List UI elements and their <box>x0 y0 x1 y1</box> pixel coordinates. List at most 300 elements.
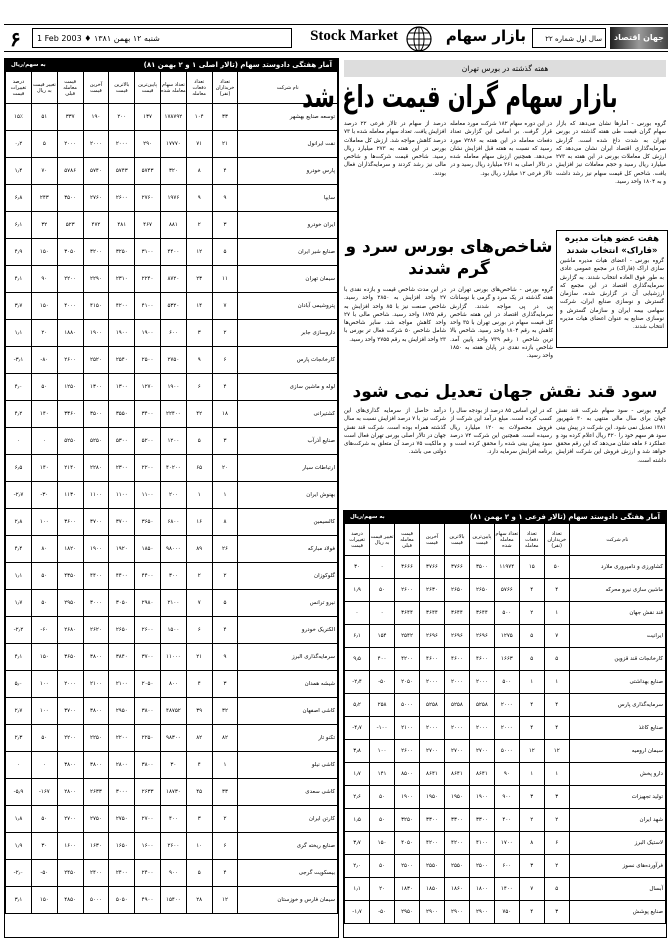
value-cell: ۱۸۸۰ <box>57 320 83 347</box>
value-cell: ۲۵۴۰ <box>109 347 135 374</box>
value-cell: ۴۱۰۰ <box>469 832 494 855</box>
value-cell: ۳٫۷ <box>6 293 32 320</box>
value-cell: ۱۰ <box>186 833 212 860</box>
value-cell: ۲۰۰ <box>109 104 135 131</box>
section-title-fa: بازار سهام <box>445 27 526 45</box>
value-cell: ۶۰۰ <box>160 320 186 347</box>
value-cell: ۴٫۲ <box>6 401 32 428</box>
value-cell: ۱۰۰ <box>370 740 395 763</box>
value-cell: ۵۰ <box>544 556 569 579</box>
value-cell: ۵۱ <box>31 104 57 131</box>
value-cell: ۳ <box>186 320 212 347</box>
value-cell: ۱۶۳۰ <box>83 833 109 860</box>
value-cell: ۴ <box>212 860 238 887</box>
value-cell: ۳۷۰۰ <box>135 644 161 671</box>
value-cell: ۱٫۱ <box>345 878 370 901</box>
value-cell: ۵۰ <box>31 590 57 617</box>
table-row <box>6 671 338 698</box>
value-cell: ۴۶۰۰ <box>444 648 469 671</box>
company-name-cell: صنایع بهداشتی <box>569 671 665 694</box>
value-cell: ۴۳۵۰ <box>57 563 83 590</box>
value-cell: ۱۱۰۰ <box>135 482 161 509</box>
value-cell: ۳ <box>519 855 544 878</box>
value-cell: ۰ <box>370 602 395 625</box>
value-cell: ۶٫۱ <box>345 625 370 648</box>
value-cell: ۰٫۲ <box>6 131 32 158</box>
value-cell: ۱۱۰۰۰ <box>160 644 186 671</box>
value-cell: ۱٫۴ <box>6 158 32 185</box>
value-cell: ۳۸۴۰ <box>109 644 135 671</box>
value-cell: ۰ <box>370 556 395 579</box>
value-cell: ۲۷۵۰ <box>83 806 109 833</box>
value-cell: ۶ <box>212 347 238 374</box>
value-cell: ۲۲۰۰ <box>57 266 83 293</box>
table-row <box>6 860 338 887</box>
value-cell: ۴۴۰۰ <box>109 563 135 590</box>
value-cell: ۳۸۰۰ <box>135 752 161 779</box>
value-cell: ۵۰۰۰ <box>83 887 109 914</box>
value-cell: ۲۶۰۰ <box>395 740 420 763</box>
value-cell: ۲۶ <box>212 536 238 563</box>
value-cell: ۲۹۵۰ <box>109 698 135 725</box>
value-cell: ۲۹۰ <box>135 131 161 158</box>
value-cell: ۱۵٪ <box>6 104 32 131</box>
value-cell: ۲٫۳ <box>6 725 32 752</box>
value-cell: ۸۰۰ <box>160 671 186 698</box>
value-cell: ۵۰۰۰ <box>494 740 519 763</box>
value-cell: ۴ <box>544 717 569 740</box>
value-cell: ۱٫۷ <box>6 590 32 617</box>
value-cell: ۲۷۰۰ <box>419 740 444 763</box>
value-cell: ۸۵۰۰ <box>395 763 420 786</box>
value-cell: ۱ <box>212 752 238 779</box>
column-header: قیمت معامله قبلی <box>57 72 83 104</box>
value-cell: ۱٫۱ <box>6 320 32 347</box>
value-cell: ۱۶۰۰ <box>135 833 161 860</box>
value-cell: ۲۹۸۰ <box>135 590 161 617</box>
value-cell: ۲۵۰۰ <box>395 855 420 878</box>
value-cell: ۳۸۰۰ <box>83 698 109 725</box>
value-cell: ۱٫۹ <box>6 833 32 860</box>
value-cell: ۵ <box>186 860 212 887</box>
value-cell: ۲۰۰۰ <box>494 694 519 717</box>
value-cell: ۲۱ <box>212 131 238 158</box>
value-cell: ۵۷۴۰ <box>83 158 109 185</box>
value-cell: ۸ <box>212 509 238 536</box>
column-header: بالاترین قیمت <box>444 524 469 556</box>
value-cell: ۵۲۵۰ <box>57 428 83 455</box>
column-header: تعداد سهام معامله شده <box>160 72 186 104</box>
value-cell: ۴ <box>544 694 569 717</box>
table-row <box>6 806 338 833</box>
value-cell: ۲۷۶۰ <box>83 185 109 212</box>
table-row <box>345 694 666 717</box>
second-headline: شاخص‌های بورس سرد و گرم شدند <box>345 237 553 279</box>
value-cell: ۴۷۲ <box>83 212 109 239</box>
value-cell: ۳۸۰۰ <box>83 752 109 779</box>
value-cell: ۹۸۳۰۰ <box>160 725 186 752</box>
value-cell: ۴ <box>186 752 212 779</box>
value-cell: ۲۵۲۰ <box>83 347 109 374</box>
value-cell: ۶ <box>212 833 238 860</box>
value-cell: ۲۶۳۰ <box>419 579 444 602</box>
value-cell: ۱٫۷ <box>345 763 370 786</box>
column-header: تعداد دفعات معامله <box>186 72 212 104</box>
value-cell: ۵۰ <box>31 374 57 401</box>
value-cell: ۴ <box>186 671 212 698</box>
value-cell: ۱۵۰ <box>31 644 57 671</box>
value-cell: ۳ <box>519 786 544 809</box>
value-cell: ۱۸۵۰ <box>135 536 161 563</box>
table-row <box>6 158 338 185</box>
value-cell: ۲۱۰۰ <box>395 717 420 740</box>
value-cell: ۱۸۲۰ <box>57 536 83 563</box>
value-cell: ۳۲۵۰ <box>109 239 135 266</box>
column-header: بالاترین قیمت <box>109 72 135 104</box>
value-cell: ۱۴۰۰ <box>494 878 519 901</box>
value-cell: ۱۵۰۰ <box>160 617 186 644</box>
value-cell: ۱ <box>519 671 544 694</box>
value-cell: ۱۷۰۰ <box>494 832 519 855</box>
company-name-cell: سایپا <box>238 185 338 212</box>
value-cell: ۱۱۳۰ <box>57 482 83 509</box>
table-row <box>6 590 338 617</box>
value-cell: ۴۸۱ <box>109 212 135 239</box>
value-cell: ۴۴۰۰ <box>83 563 109 590</box>
second-article-col-1: گروه بورس - شاخص‌های بورس تهران در هفته گذشته در یک سرد و گرمی با نوسانات پی در پی مواجه شدند. گزارش سرمایه‌گذاری اقتصاد در این هفته شاخص کل قیمت سهام در بورس تهران با ۳۵ واحد کاهش به رقم ۱۸۰۴ واحد رسید. شاخص بالا ترین شاخص ۱ رقم ۷۳۹ واحد پایین آمد. شاخص بازده نقدی در پایان هفته به ۱۸۵۰ واحد رسید. <box>450 287 553 360</box>
value-cell: ۱۲۷۰ <box>135 374 161 401</box>
value-cell: ۳۰۰ <box>160 563 186 590</box>
value-cell: ۳۰ <box>160 752 186 779</box>
company-name-cell: ماشین سازی نیرو محرکه <box>569 579 665 602</box>
value-cell: ۶۸۰۰ <box>160 509 186 536</box>
value-cell: ۳۲۰۰ <box>83 239 109 266</box>
company-name-cell: توسعه صنایع بهشهر <box>238 104 338 131</box>
value-cell: ۱۰۰ <box>31 509 57 536</box>
column-header: درصد تغییرات قیمت <box>345 524 370 556</box>
value-cell: ۴۰۰۰ <box>57 293 83 320</box>
value-cell: ۱۹۰۰ <box>160 374 186 401</box>
value-cell: ۲۶۳۳ <box>83 779 109 806</box>
table-row <box>6 698 338 725</box>
company-name-cell: تولید تجهیزات <box>569 786 665 809</box>
table-row <box>345 556 666 579</box>
value-cell: ۱۶۶۳ <box>494 648 519 671</box>
value-cell: ۸۰ <box>31 536 57 563</box>
value-cell: ۷۰ <box>31 158 57 185</box>
value-cell: ۲٫۸ <box>6 509 32 536</box>
value-cell: ۳۳۷ <box>57 104 83 131</box>
value-cell: ۱۸۰۰ <box>469 878 494 901</box>
value-cell: ۹ <box>186 185 212 212</box>
value-cell: ۲۵۸ <box>370 694 395 717</box>
value-cell: ۱۷۸۷۹۲ <box>160 104 186 131</box>
value-cell: ۱۵ <box>519 556 544 579</box>
value-cell: ۱۰۴ <box>186 104 212 131</box>
third-headline: سود قند نقش جهان تعدیل نمی شود <box>352 382 658 402</box>
value-cell: ۲ <box>519 602 544 625</box>
value-cell: ۴۰۰ <box>160 806 186 833</box>
main-article-col-2: در این دوره سهام ۱۸۲ شرکت مورد معامله قرار گرفت. بر اساس این گزارش تعداد دفعات معامله در این هفته به ۷۲۸۶ مورد رسید که نسبت به هفته قبل افزایش نشان می‌دهد. همچنین ارزش سهام معامله شده در تالار اصلی به ۲۶۱ میلیارد ریال رسید و در تالار فرعی ۱۲ میلیارد ریال بود. <box>450 121 552 177</box>
value-cell: ۵۰ <box>370 855 395 878</box>
value-cell: ۲٫۷ <box>6 698 32 725</box>
value-cell: ۸ <box>519 832 544 855</box>
company-name-cell: ارتباطات سیار <box>238 455 338 482</box>
value-cell: ۱۵۰ <box>31 887 57 914</box>
value-cell: ۳ <box>544 786 569 809</box>
value-cell: ۲۰۰۰ <box>444 671 469 694</box>
value-cell: ۲۱ <box>186 644 212 671</box>
article-kicker: هفته گذشته در بورس تهران <box>344 60 666 77</box>
column-header: تعداد خریداران (نفر) <box>212 72 238 104</box>
value-cell: ۳۲۰ <box>160 158 186 185</box>
value-cell: ۴۴۰۰ <box>160 239 186 266</box>
value-cell: ۱۵۰ <box>31 293 57 320</box>
value-cell: ۲٫۴- <box>345 671 370 694</box>
value-cell: ۲۰۰۰ <box>419 717 444 740</box>
value-cell: ۲۴۰۰ <box>109 860 135 887</box>
third-article-col-2: که در این اساس ۸۵ درصد از بودجه سال را کسب کرده است. مبلغ درآمد این شرکت از فروش محصولات به ۱۲۰ میلیارد ریال رسیده است. همچنین این شرکت ۷۴ درصد سود پیش بینی شده را محقق کرده است و برنامه افزایش سرمایه دارد. <box>450 408 552 456</box>
value-cell: ۲۰۰۰ <box>494 717 519 740</box>
value-cell: ۴۲۰۰ <box>109 293 135 320</box>
value-cell: ۲ <box>212 806 238 833</box>
value-cell: ۲۲۵۰ <box>83 725 109 752</box>
value-cell: ۷۵۰ <box>494 901 519 924</box>
value-cell: ۲ <box>519 809 544 832</box>
table-row <box>345 602 666 625</box>
value-cell: ۱۹۰۰ <box>135 320 161 347</box>
table-row <box>6 428 338 455</box>
company-name-cell: فولاد مبارکه <box>238 536 338 563</box>
company-name-cell: شیشه همدان <box>238 671 338 698</box>
value-cell: ۱۰۰ <box>31 671 57 698</box>
globe-icon <box>402 25 436 53</box>
table-row <box>345 855 666 878</box>
company-name-cell: کشتیرانی <box>238 401 338 428</box>
value-cell: ۳۰ <box>345 556 370 579</box>
value-cell: ۱۹۰۰ <box>395 786 420 809</box>
column-header: پایین‌ترین قیمت <box>135 72 161 104</box>
value-cell: ۱۲ <box>212 887 238 914</box>
value-cell: ۴۲۰۰ <box>419 832 444 855</box>
value-cell: ۳٫۷ <box>345 832 370 855</box>
value-cell: ۲۲۰۰ <box>135 455 161 482</box>
value-cell: ۳۵۰۰ <box>469 556 494 579</box>
value-cell: ۵ <box>212 590 238 617</box>
main-article-col-1: گروه بورس - آمارها نشان می‌دهد که بازار سهام گران قیمت طی هفته گذشته در بورس تهران به شدت داغ شده است. گزارش سرمایه‌گذاری اقتصاد ایران نشان می‌دهد که ارزش کل معاملات بورس در این هفته به ۲۷۳ میلیارد ریال رسید و حجم معاملات نیز افزایش یافت. شاخص کل قیمت سهام نیز رشد داشت و به ۱۸۰۴ واحد رسید. <box>556 121 666 186</box>
value-cell: ۳۰۵۰ <box>57 239 83 266</box>
value-cell: ۱۸۷۳۰ <box>160 779 186 806</box>
value-cell: ۳۶۰۰ <box>57 509 83 536</box>
value-cell: ۱۹۲۰ <box>109 536 135 563</box>
table-title: آمار هفتگی دادوستد سهام (تالار اصلی ۱ و ۲ بهمن ۸۱) <box>143 61 332 69</box>
value-cell: ۲۹۰۰ <box>469 901 494 924</box>
value-cell: ۲۹۵۰ <box>57 590 83 617</box>
table-title: آمار هفتگی دادوستد سهام (تالار فرعی ۱ و ۲ بهمن ۸۱) <box>469 513 660 521</box>
value-cell: ۳۸۰۰ <box>57 752 83 779</box>
value-cell: ۱۰۰- <box>370 717 395 740</box>
value-cell: ۳۳ <box>212 104 238 131</box>
value-cell: ۲۸ <box>186 887 212 914</box>
value-cell: ۲۵۰۰ <box>469 855 494 878</box>
value-cell: ۲۰۰۰ <box>109 131 135 158</box>
value-cell: ۳۰ <box>31 833 57 860</box>
table-row <box>6 239 338 266</box>
value-cell: ۴۵ <box>186 779 212 806</box>
value-cell: ۹۰۰ <box>494 786 519 809</box>
table-row <box>345 763 666 786</box>
value-cell: ۴ <box>519 901 544 924</box>
value-cell: ۴ <box>212 374 238 401</box>
value-cell: ۲٫۷- <box>6 482 32 509</box>
company-name-cell: صنایع پوشش <box>569 901 665 924</box>
value-cell: ۵ <box>519 648 544 671</box>
table-row <box>345 901 666 924</box>
table-row <box>345 878 666 901</box>
value-cell: ۵۰ <box>31 725 57 752</box>
company-name-cell: بهنوش ایران <box>238 482 338 509</box>
value-cell: ۱ <box>212 482 238 509</box>
value-cell: ۰ <box>6 752 32 779</box>
value-cell: ۳۳۰۰ <box>419 809 444 832</box>
value-cell: ۹ <box>212 644 238 671</box>
value-cell: ۴٫۹ <box>6 239 32 266</box>
value-cell: ۸۷۲۰ <box>160 266 186 293</box>
value-cell: ۵۷۸۶ <box>57 158 83 185</box>
value-cell: ۱۲ <box>544 740 569 763</box>
table-row <box>6 509 338 536</box>
value-cell: ۴۰۲۰۰ <box>160 455 186 482</box>
value-cell: ۲۹۰۰ <box>444 901 469 924</box>
value-cell: ۲۷۰۰ <box>444 740 469 763</box>
value-cell: ۱ <box>519 763 544 786</box>
company-name-cell: کاشی سعدی <box>238 779 338 806</box>
page-number: ۶ <box>10 27 21 51</box>
value-cell: ۲۷۰۰ <box>57 806 83 833</box>
value-cell: ۲۳۰۰ <box>109 455 135 482</box>
value-cell: ۲۰۰۰ <box>57 131 83 158</box>
value-cell: ۱۱۹۷۴ <box>494 556 519 579</box>
value-cell: ۸۶۴۱ <box>444 763 469 786</box>
value-cell: ۳۰- <box>31 482 57 509</box>
value-cell: ۱۵۴ <box>370 625 395 648</box>
company-name-cell: سیمان فارس و خوزستان <box>238 887 338 914</box>
table-row <box>6 644 338 671</box>
box-body: گروه بورس - اعضای هیات مدیره ماشین سازی اراک (فاراک) در مجمع عمومی عادی به طور فوق العاده انتخاب شدند. به گزارش سرمایه‌گذاری اقتصاد در این مجمع که ارزشیابی آن در گزارش شده، سازمان گسترش و نوسازی صنایع ایران، شرکت سهامی بیمه ایران و سازمان گسترش و نوسازی صنایع به عنوان اعضای هیات مدیره انتخاب شدند. <box>560 258 664 331</box>
value-cell: ۲۶۹۶ <box>469 625 494 648</box>
value-cell: ۵ <box>544 878 569 901</box>
value-cell: ۲۷۵۰ <box>109 806 135 833</box>
company-name-cell: شهد ایران <box>569 809 665 832</box>
value-cell: ۲۵۴۲ <box>395 625 420 648</box>
table-row <box>6 779 338 806</box>
company-name-cell: صنایع کاغذ <box>569 717 665 740</box>
value-cell: ۳۷۶۶ <box>444 556 469 579</box>
value-cell: ۳۸۰۰ <box>83 644 109 671</box>
company-name-cell: کاشی اصفهان <box>238 698 338 725</box>
value-cell: ۲ <box>212 320 238 347</box>
value-cell: ۳٫۱ <box>6 887 32 914</box>
value-cell: ۱۰۰ <box>31 698 57 725</box>
value-cell: ۱ <box>544 602 569 625</box>
table-row <box>6 455 338 482</box>
value-cell: ۴ <box>519 579 544 602</box>
value-cell: ۱۶۵۰ <box>109 833 135 860</box>
value-cell: ۸ <box>186 158 212 185</box>
value-cell: ۲۷۵۰ <box>160 347 186 374</box>
value-cell: ۵۰۰ <box>494 602 519 625</box>
value-cell: ۴۲ <box>186 401 212 428</box>
value-cell: ۴ <box>519 717 544 740</box>
company-name-cell: نفت ایرانول <box>238 131 338 158</box>
boxed-article <box>556 230 668 348</box>
value-cell: ۱۹۰۰ <box>83 536 109 563</box>
value-cell: ۲۲۸۰ <box>83 455 109 482</box>
value-cell: ۴٫۱ <box>6 266 32 293</box>
company-name-cell: ایران خودرو <box>238 212 338 239</box>
value-cell: ۳۶۶۶ <box>395 556 420 579</box>
value-cell: ۵۰- <box>31 860 57 887</box>
value-cell: ۴۹۰۰ <box>135 887 161 914</box>
page-header <box>4 24 668 52</box>
company-name-cell: سرمایه‌گذاری پارس <box>569 694 665 717</box>
value-cell: ۲۶۹۶ <box>444 625 469 648</box>
value-cell: ۲۸۰۰ <box>57 779 83 806</box>
column-header: تغییر قیمت به ریال <box>370 524 395 556</box>
table-unit: به سهم/ریال <box>11 62 46 68</box>
value-cell: ۱۲۰۰ <box>160 428 186 455</box>
value-cell: ۱۶ <box>186 509 212 536</box>
table-row <box>6 752 338 779</box>
company-name-cell: پتروشیمی آبادان <box>238 293 338 320</box>
value-cell: ۱۱۰۰ <box>109 482 135 509</box>
table-row <box>345 671 666 694</box>
value-cell: ۱٫۸ <box>6 806 32 833</box>
value-cell: ۲ <box>186 212 212 239</box>
value-cell: ۹۰۰ <box>160 860 186 887</box>
table-row <box>6 401 338 428</box>
value-cell: ۵۰ <box>31 806 57 833</box>
value-cell: ۴۰۰ <box>494 809 519 832</box>
value-cell: ۳ <box>212 671 238 698</box>
value-cell: ۲۰۰۰ <box>83 131 109 158</box>
table-row <box>345 579 666 602</box>
main-headline: بازار سهام گران قیمت داغ شد <box>302 80 618 115</box>
table-row <box>6 320 338 347</box>
value-cell: ۴٫۷- <box>345 717 370 740</box>
value-cell: ۵۰۰۰ <box>395 694 420 717</box>
value-cell: ۲۷۰۰ <box>469 740 494 763</box>
value-cell: ۳۴۰۰ <box>135 401 161 428</box>
value-cell: ۶۰۰ <box>494 855 519 878</box>
value-cell: ۲۶۵۰ <box>469 579 494 602</box>
value-cell: ۹٫۵ <box>345 648 370 671</box>
value-cell: ۲٫۰ <box>345 855 370 878</box>
value-cell: ۳۷۶۶ <box>419 556 444 579</box>
value-cell: ۲۰۰۰ <box>57 671 83 698</box>
value-cell: ۱٫۱ <box>6 563 32 590</box>
table-row <box>6 563 338 590</box>
column-header: قیمت معامله قبلی <box>395 524 420 556</box>
value-cell: ۵۰- <box>370 671 395 694</box>
value-cell: ۸۸۱ <box>160 212 186 239</box>
value-cell: ۲۲۵۰ <box>135 725 161 752</box>
column-header: آخرین قیمت <box>83 72 109 104</box>
main-hall-trading-table <box>4 58 339 938</box>
column-header: تعداد خریداران (نفر) <box>544 524 569 556</box>
value-cell: ۸۶۴۱ <box>469 763 494 786</box>
value-cell: ۱۹۰ <box>83 104 109 131</box>
